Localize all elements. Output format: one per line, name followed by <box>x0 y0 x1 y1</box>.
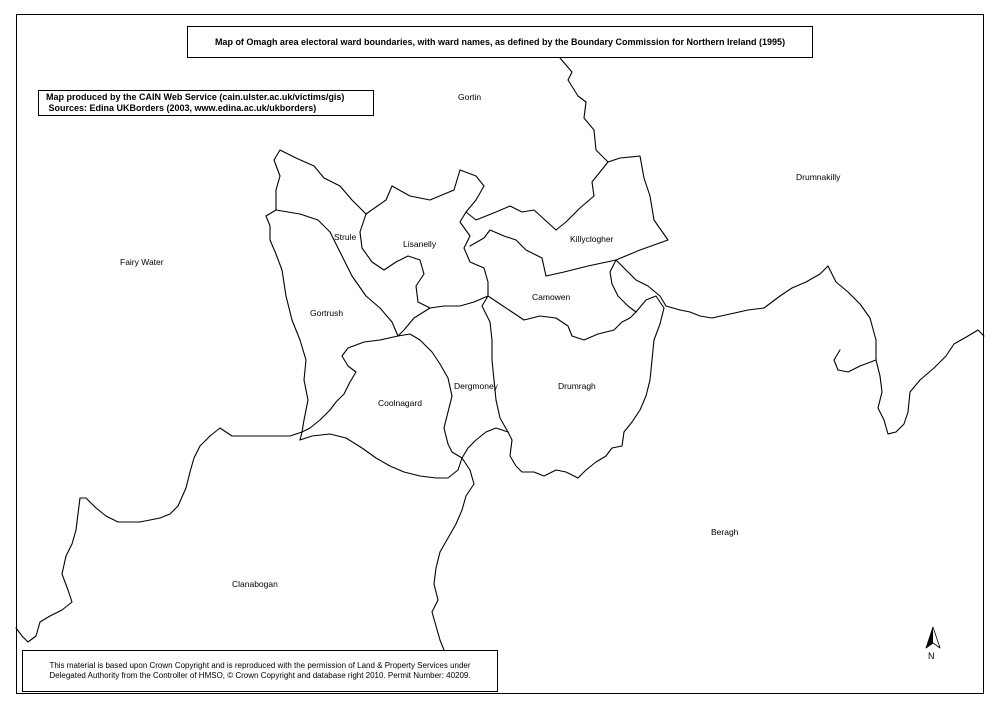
boundary-clanabogan-north <box>16 428 302 642</box>
boundary-clanabogan-beragh <box>432 458 474 650</box>
ward-label-drumragh: Drumragh <box>558 381 596 391</box>
credit-box <box>38 90 374 116</box>
boundary-lisanelly-killyclogher <box>460 186 488 296</box>
credit-line-1: Map produced by the CAIN Web Service (cain.ulster.ac.uk/victims/gis) <box>46 92 345 102</box>
boundary-gortin-east <box>556 58 608 230</box>
boundary-strule-west <box>266 216 308 432</box>
ward-label-fairy-water: Fairy Water <box>120 257 164 267</box>
copyright-line-2: Delegated Authority from the Controller of HMSO, © Crown Copyright and database right 2010. Permit Number: 40209. <box>49 671 471 680</box>
map-title: Map of Omagh area electoral ward boundaries, with ward names, as defined by the Boundary Commission for Northern Ireland (1995) <box>187 26 813 58</box>
ward-label-drumnakilly: Drumnakilly <box>796 172 841 182</box>
boundary-dergmoney-drumragh <box>462 296 508 458</box>
ward-label-lisanelly: Lisanelly <box>403 239 437 249</box>
boundary-lisanelly-west <box>360 214 488 308</box>
copyright-box <box>22 650 498 692</box>
ward-label-camowen: Camowen <box>532 292 571 302</box>
ward-label-killyclogher: Killyclogher <box>570 234 614 244</box>
ward-boundaries <box>16 58 984 650</box>
copyright-line-1: This material is based upon Crown Copyright and is reproduced with the permission of Land & Property Services under <box>49 660 471 670</box>
boundary-drumnakilly-loop <box>834 350 876 372</box>
ward-label-coolnagard: Coolnagard <box>378 398 422 408</box>
credit-line-2: Sources: Edina UKBorders (2003, www.edina.ac.uk/ukborders) <box>46 103 317 113</box>
ward-label-gortin: Gortin <box>458 92 482 102</box>
ward-label-strule: Strule <box>334 232 357 242</box>
ward-label-gortrush: Gortrush <box>310 308 344 318</box>
ward-labels <box>120 92 841 589</box>
boundary-drumnakilly-south <box>616 260 984 434</box>
ward-label-clanabogan: Clanabogan <box>232 579 278 589</box>
north-label: N <box>928 651 935 661</box>
boundary-dergmoney-coolnagard <box>398 308 462 458</box>
boundary-killyclogher <box>466 156 668 276</box>
ward-label-beragh: Beragh <box>711 527 739 537</box>
ward-label-dergmoney: Dergmoney <box>454 381 498 391</box>
boundary-gortin-south <box>266 150 484 216</box>
